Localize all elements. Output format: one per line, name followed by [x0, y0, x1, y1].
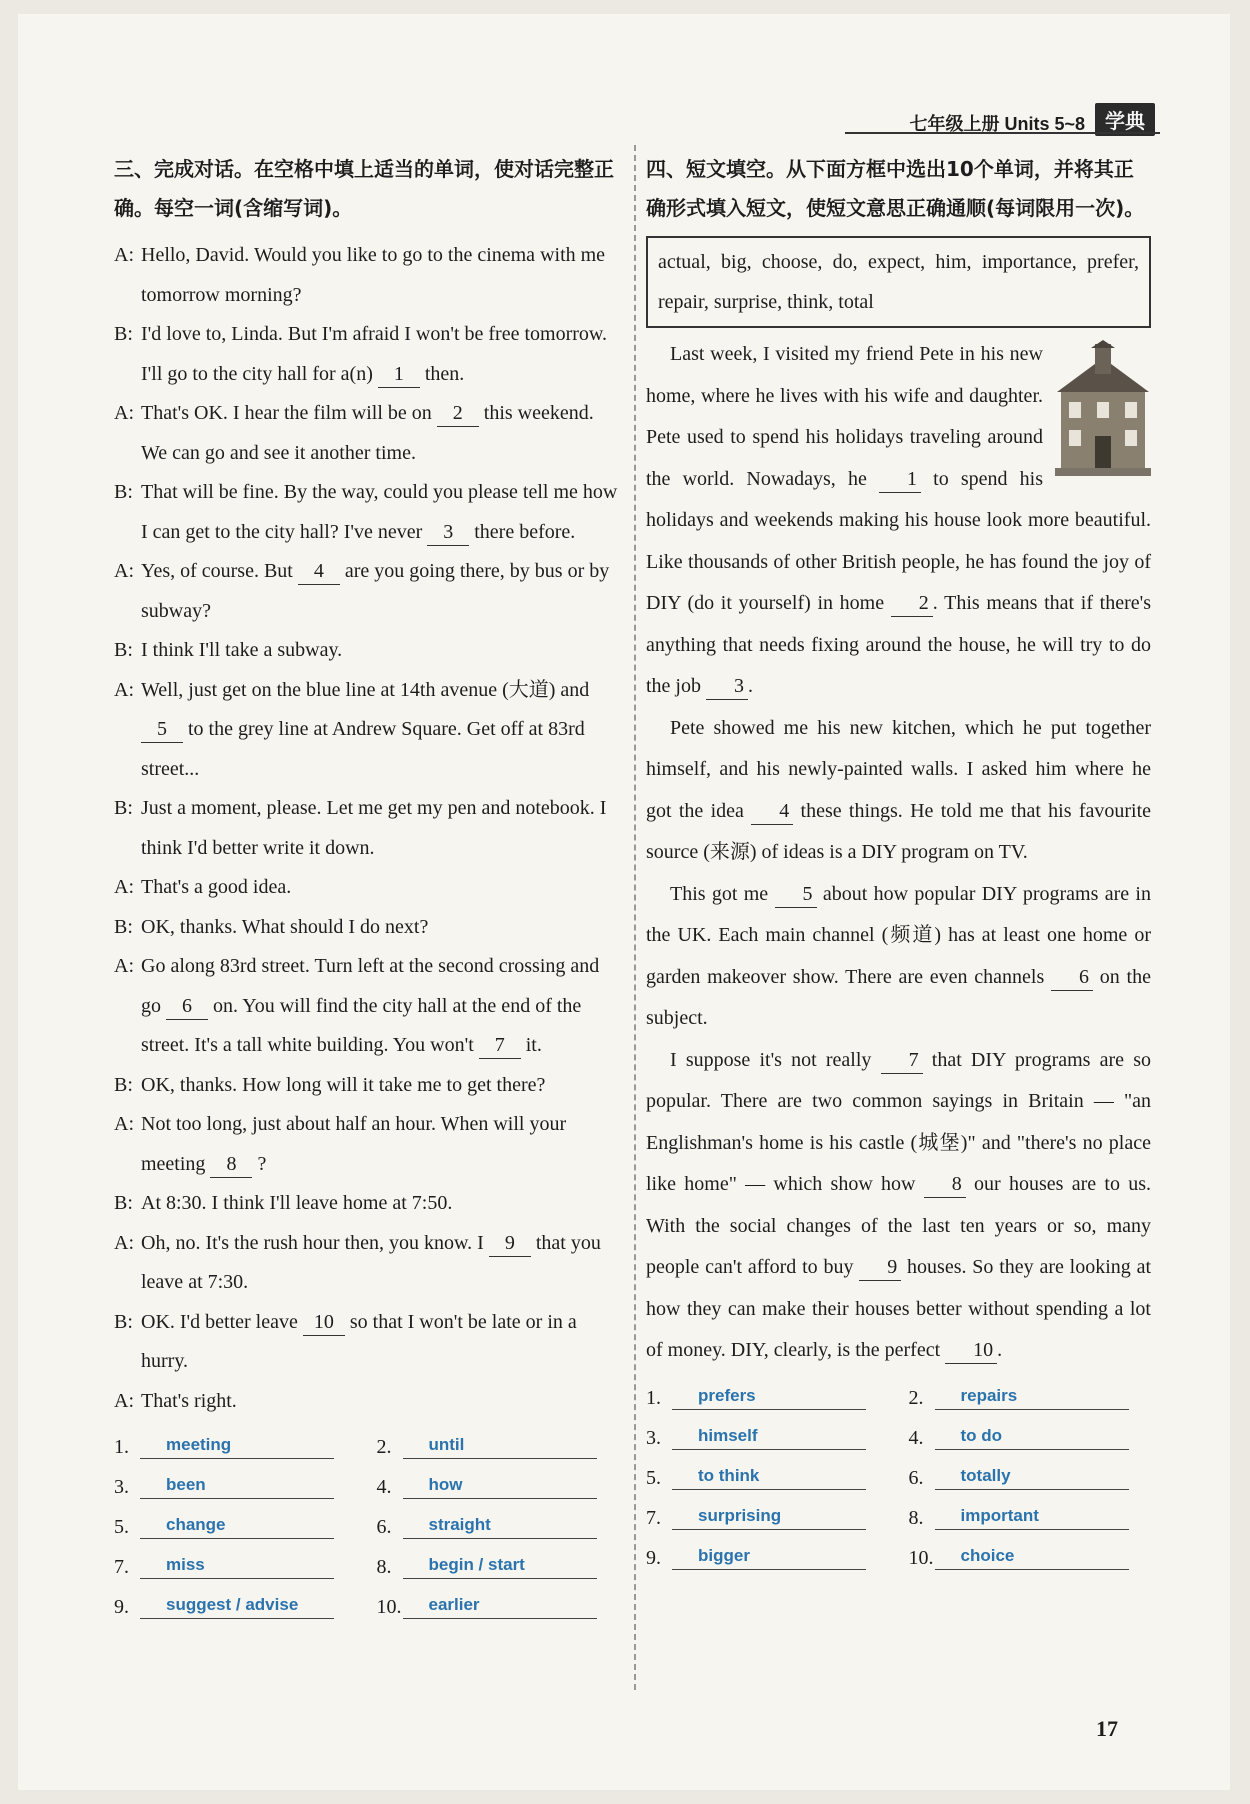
text-segment: I'd love to, Linda. But I'm afraid I won't be free tomorrow. I'll go to the city hall for a(n)	[141, 323, 608, 385]
answer-number: 4.	[376, 1476, 392, 1498]
text-segment: At 8:30. I think I'll leave home at 7:50.	[141, 1192, 453, 1214]
text-segment: .	[997, 1339, 1003, 1361]
dialogue-line	[114, 473, 619, 552]
dialogue-line	[114, 552, 619, 631]
answer-number: 7.	[646, 1506, 661, 1529]
dialogue-line	[114, 947, 619, 1066]
answer-value: prefers	[672, 1383, 866, 1410]
text-segment: Hello, David. Would you like to go to the cinema with me tomorrow morning?	[141, 244, 606, 306]
blank-number: 10	[303, 1309, 345, 1336]
text-segment: OK, thanks. What should I do next?	[141, 915, 429, 938]
house-illustration	[1055, 340, 1151, 480]
answer-number: 2.	[376, 1436, 392, 1458]
section-dialogue	[114, 150, 619, 1619]
blank-number: 3	[427, 519, 469, 546]
utterance	[141, 1105, 619, 1184]
dialogue-line	[114, 631, 619, 671]
text-segment: Oh, no. It's the rush hour then, you know. I	[141, 1231, 489, 1254]
text-segment: houses. So they are looking at how they can make their houses better without spending a lot of money. DIY, clearly, is the perfect	[646, 1256, 1151, 1361]
dialogue-line	[114, 236, 619, 315]
answer-value: suggest / advise	[140, 1592, 334, 1619]
answer-item	[377, 1505, 620, 1539]
paragraph	[646, 708, 1151, 874]
word-box: actual, big, choose, do, expect, him, importance, prefer, repair, surprise, think, total	[646, 236, 1151, 328]
blank-number: 6	[166, 993, 208, 1020]
text-segment: about how popular DIY programs are in the UK. Each main channel (频道) has at least one home or garden makeover show. There are even channels	[646, 882, 1151, 988]
text-segment: our houses are to us. With the social changes of the last ten years or so, many people can't afford to buy	[646, 1173, 1152, 1278]
header-title: 七年级上册 Units 5~8	[909, 114, 1085, 134]
dialogue-line	[114, 789, 619, 868]
text-segment: OK, thanks. How long will it take me to get there?	[141, 1073, 546, 1096]
dialogue-line	[114, 1382, 619, 1422]
answer-value: choice	[935, 1543, 1129, 1570]
answer-number: 1.	[646, 1386, 661, 1409]
speaker-label: A:	[114, 678, 134, 701]
text-segment: are you going there, by bus or by subway?	[141, 560, 610, 622]
answer-value: straight	[403, 1512, 597, 1539]
text-segment: this weekend. We can go and see it another time.	[141, 402, 594, 464]
text-segment: .	[748, 675, 753, 697]
answer-item	[114, 1585, 357, 1619]
answer-value: change	[140, 1512, 334, 1539]
blank-number: 5	[775, 881, 817, 908]
answer-item	[377, 1465, 620, 1499]
answer-value: earlier	[403, 1592, 597, 1619]
text-segment: ?	[252, 1152, 267, 1175]
dialogue-line	[114, 671, 619, 790]
paragraph	[646, 334, 1151, 708]
answer-value: how	[403, 1472, 597, 1499]
answer-number: 5.	[646, 1466, 661, 1489]
answer-item	[114, 1425, 357, 1459]
answer-item	[114, 1545, 357, 1579]
dialogue-line	[114, 1303, 619, 1382]
blank-number: 2	[437, 400, 479, 427]
utterance	[141, 1066, 619, 1106]
utterance	[141, 1184, 619, 1224]
blank-number: 2	[891, 590, 933, 617]
speaker-label: A:	[114, 955, 134, 977]
blank-number: 5	[141, 716, 183, 743]
utterance	[141, 868, 619, 908]
utterance	[141, 671, 619, 790]
text-segment: these things. He told me that his favourite source (来源) of ideas is a DIY program on TV.	[646, 799, 1152, 863]
answer-item	[646, 1376, 889, 1410]
answer-value: until	[403, 1432, 597, 1459]
speaker-label: B:	[114, 1073, 133, 1096]
text-segment: on. You will find the city hall at the end of the street. It's a tall white building. You won't	[141, 994, 582, 1056]
answer-number: 2.	[908, 1386, 924, 1409]
answer-value: to think	[672, 1463, 866, 1490]
answer-number: 3.	[114, 1476, 129, 1498]
utterance	[141, 473, 619, 552]
utterance	[141, 947, 619, 1066]
speaker-label: A:	[114, 1389, 134, 1412]
brand-logo: 学典	[1095, 103, 1155, 136]
paragraph	[646, 874, 1151, 1040]
text-segment: then.	[419, 362, 465, 385]
text-segment: I think I'll take a subway.	[141, 639, 343, 661]
utterance	[141, 631, 619, 671]
header-rule	[845, 132, 1160, 134]
answer-item	[646, 1456, 889, 1490]
text-segment: that you leave at 7:30.	[141, 1231, 601, 1293]
blank-number: 7	[881, 1047, 923, 1074]
text-segment: . This means that if there's anything that needs fixing around the house, he will try to do the job	[646, 592, 1152, 697]
utterance	[141, 1303, 619, 1382]
text-segment: there before.	[469, 520, 576, 543]
answer-number: 6.	[908, 1466, 924, 1489]
answer-item	[646, 1496, 889, 1530]
answer-item	[114, 1465, 357, 1499]
dialogue-line	[114, 868, 619, 908]
answer-value: meeting	[140, 1432, 334, 1459]
blank-number: 4	[751, 798, 793, 825]
text-segment: Last week, I visited my friend Pete in his new home, where he lives with his wife and daughter. Pete used to spend his holidays traveling around the world. Nowadays, he	[646, 343, 1043, 490]
text-segment: That will be fine. By the way, could you please tell me how I can get to the city hall? I've never	[141, 481, 618, 543]
answer-item	[646, 1416, 889, 1450]
answer-value: important	[935, 1503, 1129, 1530]
text-segment: That's right.	[141, 1389, 237, 1412]
answer-value: surprising	[672, 1503, 866, 1530]
text-segment: Not too long, just about half an hour. When will your meeting	[141, 1113, 567, 1175]
section-heading: 三、完成对话。在空格中填上适当的单词，使对话完整正确。每空一词(含缩写词)。	[114, 157, 614, 220]
dialogue-line	[114, 1066, 619, 1106]
answer-item	[377, 1545, 620, 1579]
blank-number: 4	[298, 558, 340, 585]
text-segment: That's a good idea.	[141, 876, 292, 898]
answer-value: begin / start	[403, 1552, 597, 1579]
text-segment: Yes, of course. But	[141, 560, 298, 582]
answer-item	[909, 1416, 1152, 1450]
answer-value: repairs	[935, 1383, 1129, 1410]
dialogue	[114, 236, 619, 1421]
answer-number: 4.	[908, 1426, 924, 1449]
answer-value: totally	[935, 1463, 1129, 1490]
speaker-label: B:	[114, 1310, 133, 1333]
dialogue-line	[114, 1105, 619, 1184]
dialogue-line	[114, 315, 619, 394]
answer-number: 10.	[908, 1546, 934, 1569]
answer-item	[909, 1536, 1152, 1570]
speaker-label: B:	[114, 323, 133, 345]
dialogue-line	[114, 1184, 619, 1224]
blank-number: 6	[1051, 964, 1093, 991]
text-segment: Just a moment, please. Let me get my pen and notebook. I think I'd better write it down.	[141, 797, 607, 859]
dialogue-line	[114, 908, 619, 948]
column-divider	[634, 145, 636, 1690]
utterance	[141, 236, 619, 315]
utterance	[141, 1382, 619, 1422]
text-segment: to spend his holidays and weekends making his house look more beautiful. Like thousands of other British people, he has found the joy of DIY (do it yourself) in home	[646, 467, 1151, 614]
answer-value: bigger	[672, 1543, 866, 1570]
blank-number: 10	[945, 1337, 997, 1364]
answer-value: miss	[140, 1552, 334, 1579]
answer-number: 9.	[646, 1546, 661, 1569]
blank-number: 1	[879, 466, 921, 493]
answer-value: been	[140, 1472, 334, 1499]
answer-item	[909, 1376, 1152, 1410]
answer-item	[114, 1505, 357, 1539]
answer-number: 5.	[114, 1516, 129, 1538]
dialogue-line	[114, 1224, 619, 1303]
text-segment: on the subject.	[646, 965, 1151, 1029]
speaker-label: B:	[114, 915, 133, 938]
text-segment: that DIY programs are so popular. There are two common sayings in Britain — "an Englishman's home is his castle (城堡)" and "there's no place like home" — which show how	[646, 1048, 1151, 1195]
blank-number: 8	[924, 1171, 966, 1198]
utterance	[141, 394, 619, 473]
utterance	[141, 315, 619, 394]
answer-number: 1.	[114, 1436, 129, 1458]
section-passage	[646, 150, 1151, 1570]
answer-item	[909, 1456, 1152, 1490]
answer-number: 7.	[114, 1556, 129, 1578]
text-segment: That's OK. I hear the film will be on	[141, 402, 437, 424]
text-segment: Go along 83rd street. Turn left at the second crossing and go	[141, 955, 600, 1017]
answer-grid	[114, 1425, 619, 1619]
answer-number: 8.	[376, 1556, 392, 1578]
text-segment: I suppose it's not really	[670, 1048, 881, 1071]
blank-number: 8	[210, 1151, 252, 1178]
utterance	[141, 552, 619, 631]
answer-number: 3.	[646, 1426, 661, 1449]
speaker-label: B:	[114, 639, 133, 661]
speaker-label: A:	[114, 402, 134, 424]
speaker-label: A:	[114, 244, 134, 266]
speaker-label: A:	[114, 560, 134, 582]
blank-number: 9	[859, 1254, 901, 1281]
speaker-label: B:	[114, 1192, 133, 1214]
answer-number: 10.	[376, 1596, 402, 1618]
utterance	[141, 1224, 619, 1303]
dialogue-line	[114, 394, 619, 473]
text-segment: OK. I'd better leave	[141, 1310, 303, 1333]
answer-item	[909, 1496, 1152, 1530]
passage	[646, 334, 1151, 1372]
text-segment: it.	[520, 1034, 542, 1056]
paragraph	[646, 1040, 1151, 1372]
text-segment: so that I won't be late or in a hurry.	[141, 1310, 577, 1372]
answer-item	[377, 1425, 620, 1459]
speaker-label: A:	[114, 1231, 134, 1254]
speaker-label: B:	[114, 481, 133, 503]
utterance	[141, 908, 619, 948]
answer-number: 9.	[114, 1596, 129, 1618]
answer-number: 6.	[376, 1516, 392, 1538]
page-number: 17	[1096, 1716, 1118, 1741]
blank-number: 9	[489, 1230, 531, 1257]
text-segment: to the grey line at Andrew Square. Get off at 83rd street...	[141, 718, 585, 780]
blank-number: 3	[706, 673, 748, 700]
utterance	[141, 789, 619, 868]
text-segment: Pete showed me his new kitchen, which he put together himself, and his newly-painted walls. I asked him where he got the idea	[646, 716, 1151, 822]
text-segment: Well, just get on the blue line at 14th avenue (大道) and	[141, 678, 590, 701]
speaker-label: A:	[114, 876, 134, 898]
blank-number: 7	[479, 1032, 521, 1059]
answer-value: to do	[935, 1423, 1129, 1450]
answer-number: 8.	[908, 1506, 924, 1529]
speaker-label: B:	[114, 797, 133, 819]
text-segment: This got me	[670, 882, 775, 905]
answer-item	[377, 1585, 620, 1619]
answer-item	[646, 1536, 889, 1570]
answer-value: himself	[672, 1423, 866, 1450]
section-heading: 四、短文填空。从下面方框中选出10个单词，并将其正确形式填入短文，使短文意思正确通顺(每词限用一次)。	[646, 157, 1145, 220]
speaker-label: A:	[114, 1113, 134, 1135]
blank-number: 1	[378, 361, 420, 388]
answer-grid	[646, 1376, 1151, 1570]
